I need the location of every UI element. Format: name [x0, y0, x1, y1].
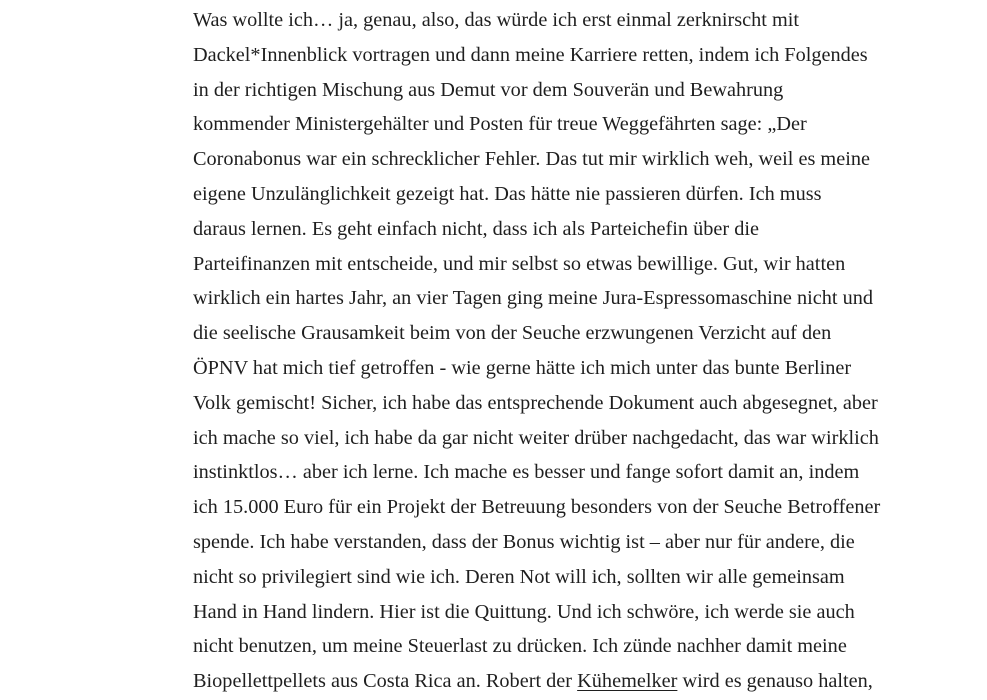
text-line: Parteifinanzen mit entscheide, und mir selbst so etwas bewillige. Gut, wir hatten — [193, 252, 846, 275]
text-line: spende. Ich habe verstanden, dass der Bonus wichtig ist – aber nur für andere, die — [193, 530, 855, 553]
text-line: in der richtigen Mischung aus Demut vor dem Souverän und Bewahrung — [193, 78, 784, 101]
text-line: daraus lernen. Es geht einfach nicht, dass ich als Parteichefin über die — [193, 217, 759, 240]
kuehemelker-link[interactable]: Kühemelker — [577, 670, 678, 693]
text-line: Coronabonus war ein schrecklicher Fehler. Das tut mir wirklich weh, weil es meine — [193, 148, 870, 171]
text-segment: Biopellettpellets aus Costa Rica an. Robert der — [193, 670, 578, 693]
text-line: ÖPNV hat mich tief getroffen - wie gerne hätte ich mich unter das bunte Berliner — [193, 356, 852, 379]
text-line: instinktlos… aber ich lerne. Ich mache es besser und fange sofort damit an, indem — [193, 461, 860, 484]
text-line: nicht so privilegiert sind wie ich. Deren Not will ich, sollten wir alle gemeinsam — [193, 565, 845, 588]
text-line: ich 15.000 Euro für ein Projekt der Betreuung besonders von der Seuche Betroffener — [193, 496, 881, 519]
article-paragraph — [193, 3, 945, 699]
text-line: die seelische Grausamkeit beim von der Seuche erzwungenen Verzicht auf den — [193, 322, 832, 345]
text-line: Was wollte ich… ja, genau, also, das würde ich erst einmal zerknirscht mit — [193, 9, 800, 31]
text-line: ich mache so viel, ich habe da gar nicht weiter drüber nachgedacht, das war wirklich — [193, 426, 879, 449]
text-line: eigene Unzulänglichkeit gezeigt hat. Das hätte nie passieren dürfen. Ich muss — [193, 182, 822, 205]
text-line: Volk gemischt! Sicher, ich habe das entsprechende Dokument auch abgesegnet, aber — [193, 391, 878, 414]
text-line: Dackel*Innenblick vortragen und dann meine Karriere retten, indem ich Folgendes — [193, 43, 868, 66]
text-line-last — [193, 664, 945, 699]
text-line: Hand in Hand lindern. Hier ist die Quittung. Und ich schwöre, ich werde sie auch — [193, 600, 855, 623]
text-line: kommender Ministergehälter und Posten für treue Weggefährten sage: „Der — [193, 113, 807, 136]
text-line: wirklich ein hartes Jahr, an vier Tagen ging meine Jura-Espressomaschine nicht und — [193, 287, 873, 310]
text-segment: wird es genauso halten, — [677, 670, 873, 693]
text-line: nicht benutzen, um meine Steuerlast zu drücken. Ich zünde nachher damit meine — [193, 635, 847, 658]
article-body — [193, 3, 945, 699]
